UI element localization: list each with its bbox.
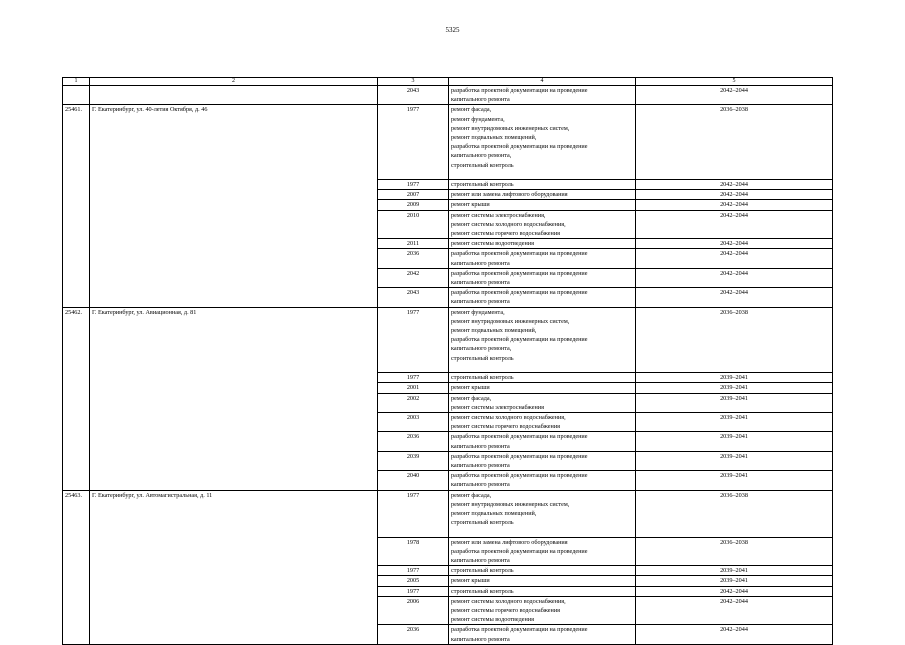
building-address: Г. Екатеринбург, ул. 40-летия Октября, д. 46 bbox=[90, 105, 378, 307]
repair-period: 2042–2044 bbox=[636, 239, 833, 249]
repair-period: 2042–2044 bbox=[636, 288, 833, 307]
year: 2009 bbox=[378, 200, 449, 210]
works-list bbox=[449, 373, 636, 383]
works-list bbox=[449, 471, 636, 490]
work-line bbox=[451, 363, 633, 372]
work-line: ремонт системы водоотведения bbox=[451, 240, 534, 248]
works-list bbox=[449, 490, 636, 537]
work-line bbox=[451, 170, 633, 179]
year: 1977 bbox=[378, 373, 449, 383]
work-line: капитального ремонта bbox=[451, 279, 510, 287]
row-number: 25461. bbox=[63, 105, 90, 307]
work-line: строительный контроль bbox=[451, 181, 514, 189]
repair-period: 2039–2041 bbox=[636, 576, 833, 586]
works-list bbox=[449, 596, 636, 625]
work-line: капитального ремонта bbox=[451, 556, 510, 564]
work-line: строительный контроль bbox=[451, 374, 514, 382]
work-line: капитального ремонта bbox=[451, 298, 510, 306]
year: 1977 bbox=[378, 307, 449, 372]
works-list bbox=[449, 625, 636, 644]
work-line: ремонт системы горячего водоснабжения bbox=[451, 230, 560, 238]
work-line: ремонт системы электроснабжения bbox=[451, 403, 544, 411]
works-list bbox=[449, 200, 636, 210]
work-line: ремонт фундамента, bbox=[451, 308, 505, 316]
work-line: разработка проектной документации на проведение bbox=[451, 289, 588, 297]
repair-period: 2042–2044 bbox=[636, 200, 833, 210]
repair-period: 2039–2041 bbox=[636, 432, 833, 451]
row-number: 25463. bbox=[63, 490, 90, 644]
year: 2005 bbox=[378, 576, 449, 586]
repair-period: 2042–2044 bbox=[636, 190, 833, 200]
work-line: ремонт системы водоотведения bbox=[451, 616, 534, 624]
year: 2003 bbox=[378, 412, 449, 431]
work-line: ремонт системы горячего водоснабжения bbox=[451, 423, 560, 431]
work-line: ремонт системы горячего водоснабжения bbox=[451, 606, 560, 614]
repair-period: 2036–2038 bbox=[636, 105, 833, 180]
work-line: ремонт или замена лифтового оборудования bbox=[451, 191, 568, 199]
year: 2011 bbox=[378, 239, 449, 249]
work-line: ремонт системы электроснабжения, bbox=[451, 211, 546, 219]
work-line: строительный контроль bbox=[451, 519, 514, 527]
repair-period: 2042–2044 bbox=[636, 86, 833, 105]
column-header-period: 5 bbox=[636, 78, 833, 86]
column-header-number: 1 bbox=[63, 78, 90, 86]
repair-period: 2042–2044 bbox=[636, 210, 833, 239]
year: 2002 bbox=[378, 393, 449, 412]
work-line: разработка проектной документации на проведение bbox=[451, 269, 588, 277]
work-line: разработка проектной документации на проведение bbox=[451, 452, 588, 460]
work-line: разработка проектной документации на проведение bbox=[451, 336, 588, 344]
work-line: разработка проектной документации на проведение bbox=[451, 626, 588, 634]
works-list bbox=[449, 288, 636, 307]
year: 1978 bbox=[378, 537, 449, 566]
work-line: разработка проектной документации на проведение bbox=[451, 250, 588, 258]
page-number: 5325 bbox=[445, 26, 460, 34]
building-address bbox=[90, 86, 378, 105]
year: 2043 bbox=[378, 86, 449, 105]
work-line: разработка проектной документации на проведение bbox=[451, 472, 588, 480]
works-list bbox=[449, 210, 636, 239]
repair-period: 2042–2044 bbox=[636, 249, 833, 268]
works-list bbox=[449, 190, 636, 200]
works-list bbox=[449, 393, 636, 412]
work-line: ремонт системы холодного водоснабжения, bbox=[451, 413, 566, 421]
work-line: ремонт крыши bbox=[451, 384, 490, 392]
work-line: ремонт внутридомовых инженерных систем, bbox=[451, 124, 570, 132]
year: 2040 bbox=[378, 471, 449, 490]
year: 1977 bbox=[378, 180, 449, 190]
row-number bbox=[63, 86, 90, 105]
repair-period: 2042–2044 bbox=[636, 268, 833, 287]
works-list bbox=[449, 239, 636, 249]
row-number: 25462. bbox=[63, 307, 90, 490]
repair-period: 2039–2041 bbox=[636, 393, 833, 412]
work-line: разработка проектной документации на проведение bbox=[451, 433, 588, 441]
work-line: ремонт крыши bbox=[451, 577, 490, 585]
column-header-year: 3 bbox=[378, 78, 449, 86]
work-line: ремонт подвальных помещений, bbox=[451, 134, 537, 142]
year: 1977 bbox=[378, 586, 449, 596]
work-line: строительный контроль bbox=[451, 354, 514, 362]
work-line: ремонт фасада, bbox=[451, 106, 492, 114]
work-line: ремонт фасада, bbox=[451, 491, 492, 499]
works-list bbox=[449, 451, 636, 470]
table-row bbox=[63, 490, 833, 537]
works-list bbox=[449, 566, 636, 576]
work-line: капитального ремонта bbox=[451, 259, 510, 267]
works-list bbox=[449, 586, 636, 596]
work-line bbox=[451, 527, 633, 536]
work-line: ремонт внутридомовых инженерных систем, bbox=[451, 317, 570, 325]
year: 2007 bbox=[378, 190, 449, 200]
repair-period: 2042–2044 bbox=[636, 625, 833, 644]
work-line: капитального ремонта bbox=[451, 96, 510, 104]
work-line: разработка проектной документации на проведение bbox=[451, 143, 588, 151]
works-list bbox=[449, 268, 636, 287]
year: 2010 bbox=[378, 210, 449, 239]
year: 1977 bbox=[378, 105, 449, 180]
work-line: ремонт или замена лифтового оборудования bbox=[451, 538, 568, 546]
building-address: Г. Екатеринбург, ул. Авиационная, д. 81 bbox=[90, 307, 378, 490]
work-line: ремонт системы холодного водоснабжения, bbox=[451, 597, 566, 605]
year: 2043 bbox=[378, 288, 449, 307]
works-list bbox=[449, 86, 636, 105]
work-line: капитального ремонта bbox=[451, 635, 510, 643]
works-list bbox=[449, 180, 636, 190]
repair-schedule-table bbox=[62, 77, 833, 645]
repair-period: 2036–2038 bbox=[636, 490, 833, 537]
year: 2001 bbox=[378, 383, 449, 393]
repair-period: 2039–2041 bbox=[636, 383, 833, 393]
work-line: капитального ремонта bbox=[451, 461, 510, 469]
year: 2036 bbox=[378, 432, 449, 451]
table-row bbox=[63, 105, 833, 180]
year: 2042 bbox=[378, 268, 449, 287]
repair-period: 2036–2038 bbox=[636, 537, 833, 566]
works-list bbox=[449, 383, 636, 393]
works-list bbox=[449, 412, 636, 431]
works-list bbox=[449, 307, 636, 372]
works-list bbox=[449, 249, 636, 268]
building-address: Г. Екатеринбург, ул. Автомагистральная, д. 11 bbox=[90, 490, 378, 644]
column-header-works: 4 bbox=[449, 78, 636, 86]
repair-period: 2039–2041 bbox=[636, 471, 833, 490]
work-line: ремонт подвальных помещений, bbox=[451, 509, 537, 517]
works-list bbox=[449, 105, 636, 180]
year: 1977 bbox=[378, 490, 449, 537]
repair-period: 2039–2041 bbox=[636, 412, 833, 431]
repair-period: 2039–2041 bbox=[636, 373, 833, 383]
repair-period: 2042–2044 bbox=[636, 586, 833, 596]
repair-period: 2039–2041 bbox=[636, 451, 833, 470]
year: 1977 bbox=[378, 566, 449, 576]
column-header-address: 2 bbox=[90, 78, 378, 86]
work-line: ремонт подвальных помещений, bbox=[451, 327, 537, 335]
work-line: строительный контроль bbox=[451, 161, 514, 169]
repair-period: 2036–2038 bbox=[636, 307, 833, 372]
work-line: капитального ремонта, bbox=[451, 152, 512, 160]
table-body bbox=[63, 86, 833, 645]
work-line: ремонт системы холодного водоснабжения, bbox=[451, 220, 566, 228]
work-line: ремонт фасада, bbox=[451, 394, 492, 402]
works-list bbox=[449, 432, 636, 451]
work-line: разработка проектной документации на проведение bbox=[451, 87, 588, 94]
work-line: ремонт крыши bbox=[451, 201, 490, 209]
repair-period: 2039–2041 bbox=[636, 566, 833, 576]
year: 2036 bbox=[378, 625, 449, 644]
work-line: капитального ремонта bbox=[451, 442, 510, 450]
work-line: разработка проектной документации на проведение bbox=[451, 547, 588, 555]
table-header-row bbox=[63, 78, 833, 86]
work-line: капитального ремонта, bbox=[451, 345, 512, 353]
work-line: ремонт внутридомовых инженерных систем, bbox=[451, 500, 570, 508]
year: 2006 bbox=[378, 596, 449, 625]
year: 2036 bbox=[378, 249, 449, 268]
table-row bbox=[63, 307, 833, 372]
repair-period: 2042–2044 bbox=[636, 180, 833, 190]
year: 2039 bbox=[378, 451, 449, 470]
work-line: строительный контроль bbox=[451, 587, 514, 595]
work-line: ремонт фундамента, bbox=[451, 115, 505, 123]
works-list bbox=[449, 537, 636, 566]
work-line: капитального ремонта bbox=[451, 481, 510, 489]
repair-period: 2042–2044 bbox=[636, 596, 833, 625]
works-list bbox=[449, 576, 636, 586]
table-row bbox=[63, 86, 833, 105]
work-line: строительный контроль bbox=[451, 567, 514, 575]
